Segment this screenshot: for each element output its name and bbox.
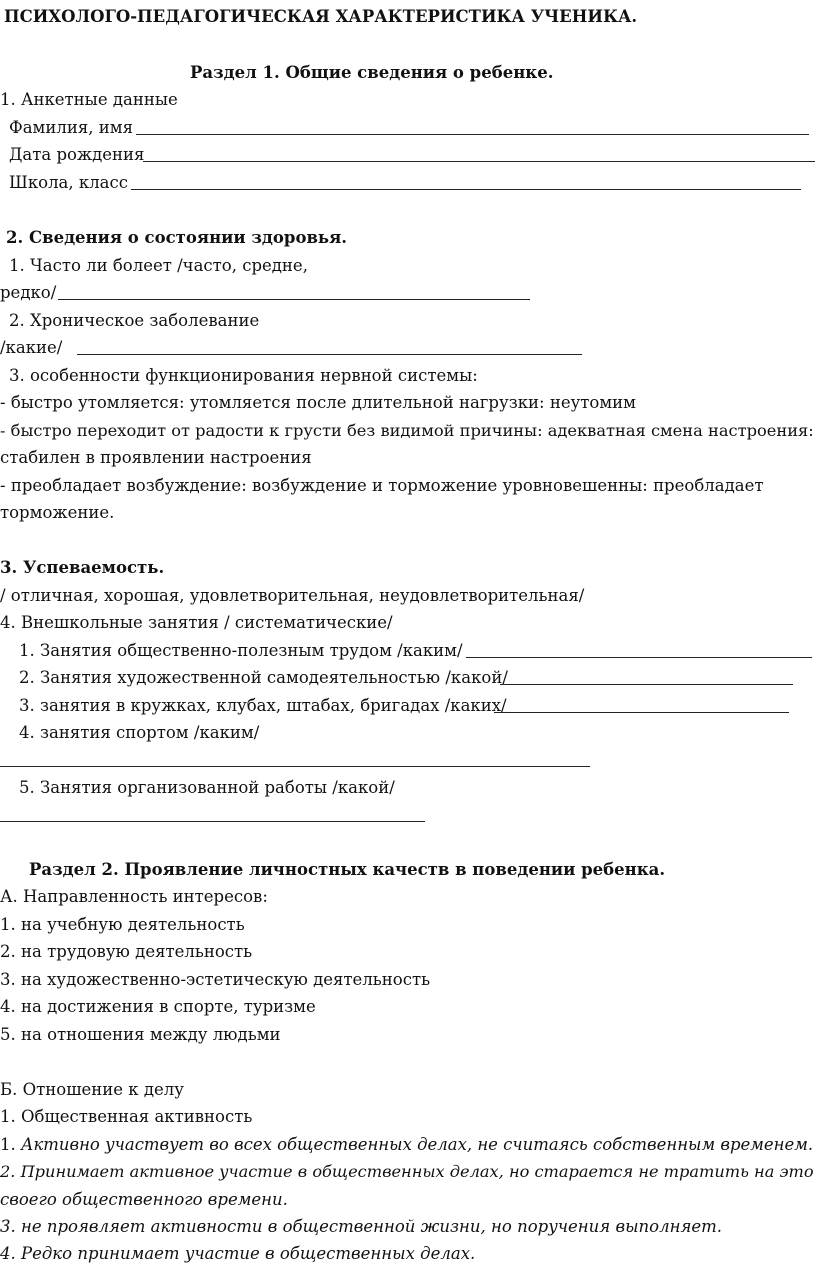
extra-item-5-line[interactable]: [0, 821, 425, 822]
extra-item-2: 2. Занятия художественной самодеятельностью /какой/: [19, 668, 508, 687]
attitude-item-1-text: Активно участвует во всех общественных делах, не считаясь собственным временем.: [20, 1135, 814, 1154]
health-q2-cont: /какие/: [0, 338, 63, 357]
extra-item-4: 4. занятия спортом /каким/: [19, 723, 260, 742]
interest-item: 1. на учебную деятельность: [0, 915, 245, 934]
extra-item-5: 5. Занятия организованной работы /какой/: [19, 778, 395, 797]
field-school-label: Школа, класс: [9, 173, 128, 192]
interest-item: 5. на отношения между людьми: [0, 1025, 281, 1044]
health-q2-line[interactable]: [77, 354, 582, 355]
health-q2: 2. Хроническое заболевание: [9, 311, 260, 330]
attitude-item-2: 2. Принимает активное участие в общественных делах, но старается не тратить на это: [0, 1162, 814, 1181]
health-opt2-cont: стабилен в проявлении настроения: [0, 448, 312, 467]
health-opt1: - быстро утомляется: утомляется после длительной нагрузки: неутомим: [0, 393, 637, 412]
health-heading: 2. Сведения о состоянии здоровья.: [6, 228, 348, 247]
section1-heading: Раздел 1. Общие сведения о ребенке.: [190, 63, 554, 82]
extra-item-3: 3. занятия в кружках, клубах, штабах, бригадах /каких/: [19, 696, 507, 715]
attitude-item-2-cont: своего общественного времени.: [0, 1190, 288, 1209]
extra-item-3-line[interactable]: [494, 712, 789, 713]
extra-item-2-line[interactable]: [500, 684, 793, 685]
attitude-item-1-number: 1.: [0, 1135, 16, 1154]
progress-heading: 3. Успеваемость.: [0, 558, 165, 577]
field-birth-label: Дата рождения: [9, 145, 145, 164]
section2-heading: Раздел 2. Проявление личностных качеств в поведении ребенка.: [29, 860, 666, 879]
health-opt3: - преобладает возбуждение: возбуждение и торможение уровновешенны: преобладает: [0, 476, 764, 495]
progress-options: / отличная, хорошая, удовлетворительная, неудовлетворительная/: [0, 586, 585, 605]
interest-item: 4. на достижения в спорте, туризме: [0, 997, 316, 1016]
extra-heading: 4. Внешкольные занятия / систематические/: [0, 613, 393, 632]
attitude-item-1: [0, 1135, 813, 1155]
attitude-heading: Б. Отношение к делу: [0, 1080, 184, 1099]
health-q3: 3. особенности функционирования нервной системы:: [9, 366, 478, 385]
health-q1-cont: редко/: [0, 283, 57, 302]
attitude-subheading: 1. Общественная активность: [0, 1107, 253, 1126]
field-name-line[interactable]: [136, 134, 809, 135]
document-title: ПСИХОЛОГО-ПЕДАГОГИЧЕСКАЯ ХАРАКТЕРИСТИКА УЧЕНИКА.: [4, 7, 638, 26]
attitude-item-3: 3. не проявляет активности в общественной жизни, но поручения выполняет.: [0, 1217, 723, 1236]
interest-item: 3. на художественно-эстетическую деятельность: [0, 970, 431, 989]
health-opt3-cont: торможение.: [0, 503, 115, 522]
health-opt2: - быстро переходит от радости к грусти без видимой причины: адекватная смена настроения:: [0, 421, 814, 440]
attitude-item-4: 4. Редко принимает участие в общественных делах.: [0, 1244, 476, 1263]
field-school-line[interactable]: [131, 189, 801, 190]
anketa-heading: 1. Анкетные данные: [0, 90, 178, 109]
extra-item-1-line[interactable]: [466, 657, 812, 658]
field-name-label: Фамилия, имя: [9, 118, 133, 137]
health-q1: 1. Часто ли болеет /часто, средне,: [9, 256, 308, 275]
health-q1-line[interactable]: [58, 299, 530, 300]
field-birth-line[interactable]: [143, 161, 815, 162]
interests-heading: А. Направленность интересов:: [0, 887, 268, 906]
interest-item: 2. на трудовую деятельность: [0, 942, 253, 961]
extra-item-4-line[interactable]: [0, 766, 590, 767]
extra-item-1: 1. Занятия общественно-полезным трудом /каким/: [19, 641, 463, 660]
